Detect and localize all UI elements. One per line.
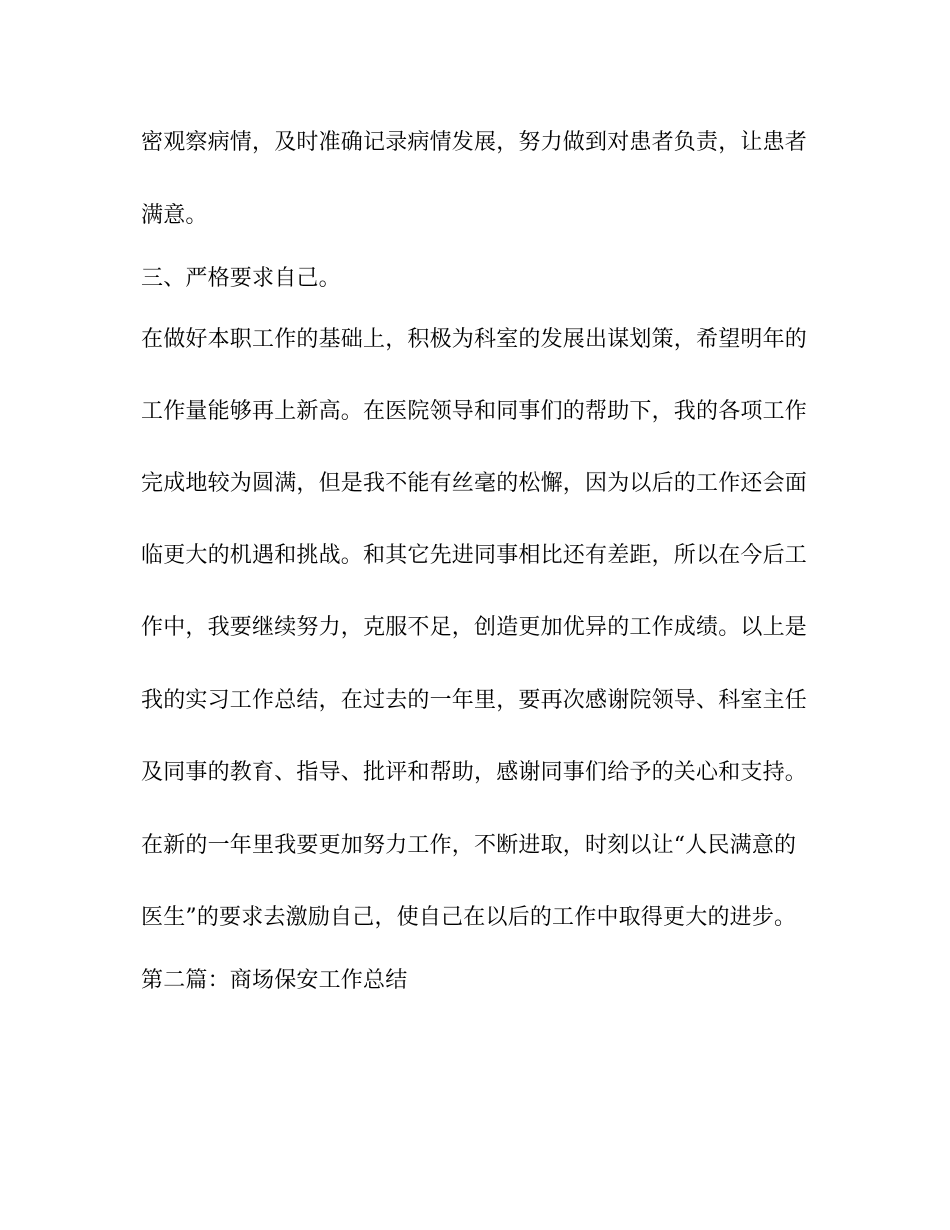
chapter-heading: 第二篇：商场保安工作总结 (141, 968, 408, 993)
body-text-line: 密观察病情，及时准确记录病情发展，努力做到对患者负责，让患者 (141, 130, 808, 155)
body-text-line: 及同事的教育、指导、批评和帮助，感谢同事们给予的关心和支持。 (141, 760, 808, 785)
body-text-line: 满意。 (141, 203, 208, 228)
body-text-line: 在做好本职工作的基础上，积极为科室的发展出谋划策，希望明年的 (141, 327, 808, 352)
body-text-line: 工作量能够再上新高。在医院领导和同事们的帮助下，我的各项工作 (141, 399, 808, 424)
body-text-line: 作中，我要继续努力，克服不足，创造更加优异的工作成绩。以上是 (141, 615, 808, 640)
body-text-line: 临更大的机遇和挑战。和其它先进同事相比还有差距，所以在今后工 (141, 543, 808, 568)
body-text-line: 医生”的要求去激励自己，使自己在以后的工作中取得更大的进步。 (141, 905, 797, 930)
body-text-line: 完成地较为圆满，但是我不能有丝毫的松懈，因为以后的工作还会面 (141, 471, 808, 496)
body-text-line: 在新的一年里我要更加努力工作，不断进取，时刻以让“人民满意的 (141, 833, 797, 858)
section-heading: 三、严格要求自己。 (141, 266, 341, 291)
body-text-line: 我的实习工作总结，在过去的一年里，要再次感谢院领导、科室主任 (141, 688, 808, 713)
